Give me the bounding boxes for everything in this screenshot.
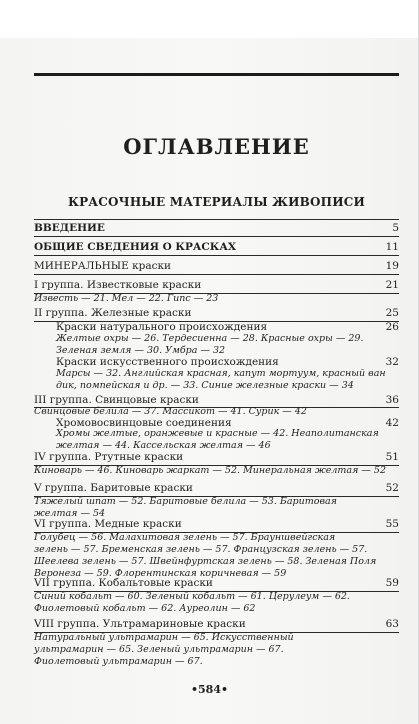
toc-entry-general[interactable]: [34, 241, 399, 255]
entry-items-barite: [34, 496, 354, 520]
toc-label: ОБЩИЕ СВЕДЕНИЯ О КРАСКАХ: [34, 241, 237, 253]
toc-page: 52: [385, 482, 399, 494]
entry-items-chrome: [56, 428, 379, 452]
toc-entry-group-1[interactable]: [34, 279, 399, 293]
item-line: Фиолетовый ультрамарин — 67.: [34, 656, 203, 667]
item-line: желтая — 44. Кассельская желтая — 46: [56, 440, 271, 451]
item-line: Голубец — 56. Малахитовая зелень — 57. Брауншвейгская: [34, 532, 336, 543]
entry-items-ultramarine: [34, 632, 354, 668]
toc-label: III группа. Свинцовые краски: [34, 394, 199, 406]
divider: [34, 236, 399, 237]
toc-label: I группа. Известковые краски: [34, 279, 202, 291]
toc-page: 21: [385, 279, 399, 291]
item-line: Натуральный ультрамарин — 65. Искусственный: [34, 632, 294, 643]
toc-label: VIII группа. Ультрамариновые краски: [34, 618, 246, 630]
toc-page: 42: [385, 417, 399, 429]
item-line: Марсы — 32. Английская красная, капут мортуум, красный ван: [56, 368, 386, 379]
toc-page: 25: [385, 307, 399, 319]
toc-page: 5: [392, 222, 399, 234]
toc-entry-group-8[interactable]: [34, 618, 399, 632]
item-line: Киноварь — 46. Киноварь жаркат — 52. Минеральная желтая — 52: [34, 465, 387, 476]
toc-entry-group-4[interactable]: [34, 451, 399, 465]
item-line: дик, помпейская и др. — 33. Синие железные краски — 34: [56, 380, 354, 391]
entry-items-artificial: [56, 368, 386, 392]
top-margin: [0, 0, 419, 38]
item-line: зелень — 57. Бременская зелень — 57. Французская зелень — 57.: [34, 544, 368, 555]
toc-label: IV группа. Ртутные краски: [34, 451, 184, 463]
toc-label: ВВЕДЕНИЕ: [34, 222, 105, 234]
toc-page: 19: [385, 260, 399, 272]
item-line: ультрамарин — 65. Зеленый ультрамарин — 67.: [34, 644, 284, 655]
toc-entry-group-2[interactable]: [34, 307, 399, 321]
toc-entry-group-6[interactable]: [34, 518, 399, 532]
item-line: желтая — 54: [34, 508, 106, 519]
entry-items-cobalt: [34, 591, 354, 615]
toc-label: Краски искусственного происхождения: [56, 356, 279, 368]
toc-label: VII группа. Кобальтовые краски: [34, 577, 213, 589]
divider: [34, 274, 399, 275]
entry-items-lead: [34, 406, 354, 418]
entry-items-natural: [56, 333, 376, 357]
item-line: Зеленая земля — 30. Умбра — 32: [56, 345, 226, 356]
entry-items-lime: [34, 293, 354, 305]
toc-page: 11: [385, 241, 399, 253]
toc-label: V группа. Баритовые краски: [34, 482, 193, 494]
item-line: Тяжелый шпат — 52. Баритовые белила — 53. Баритовая: [34, 496, 337, 507]
entry-items-copper: [34, 532, 377, 580]
toc-page: 63: [385, 618, 399, 630]
item-line: Шеелева зелень — 57. Швейнфуртская зелень — 58. Зеленая Поля: [34, 556, 377, 567]
item-line: Хромы желтые, оранжевые и красные — 42. Неаполитанская: [56, 428, 379, 439]
item-line: Свинцовые белила — 37. Массикот — 41. Сурик — 42: [34, 406, 307, 417]
divider: [34, 255, 399, 256]
toc-label: МИНЕРАЛЬНЫЕ краски: [34, 260, 172, 272]
toc-page: 32: [385, 356, 399, 368]
item-line: Фиолетовый кобальт — 62. Ауреолин — 62: [34, 603, 256, 614]
item-line: Веронеза — 59. Флорентинская коричневая — 59: [34, 568, 287, 579]
toc-page: 55: [385, 518, 399, 530]
toc-label: VI группа. Медные краски: [34, 518, 182, 530]
toc-label: Хромовосвинцовые соединения: [56, 417, 232, 429]
toc-entry-group-5[interactable]: [34, 482, 399, 496]
toc-page: 59: [385, 577, 399, 589]
item-line: Известь — 21. Мел — 22. Гипс — 23: [34, 293, 219, 304]
page-number: •584•: [190, 683, 229, 696]
toc-label: II группа. Железные краски: [34, 307, 192, 319]
divider: [34, 219, 399, 220]
item-line: Желтые охры — 26. Тердесиенна — 28. Красные охры — 29.: [56, 333, 364, 344]
toc-page: 51: [385, 451, 399, 463]
section-subtitle: КРАСОЧНЫЕ МАТЕРИАЛЫ ЖИВОПИСИ: [67, 195, 366, 209]
toc-label: Краски натурального происхождения: [56, 321, 268, 333]
toc-page: 26: [385, 321, 399, 333]
toc-entry-mineral[interactable]: [34, 260, 399, 274]
page-title: ОГЛАВЛЕНИЕ: [123, 134, 310, 159]
entry-items-mercury: [34, 465, 387, 477]
header-rule: [34, 73, 399, 76]
toc-page: 36: [385, 394, 399, 406]
toc-entry-intro[interactable]: [34, 222, 399, 236]
item-line: Синий кобальт — 60. Зеленый кобальт — 61. Церулеум — 62.: [34, 591, 350, 602]
